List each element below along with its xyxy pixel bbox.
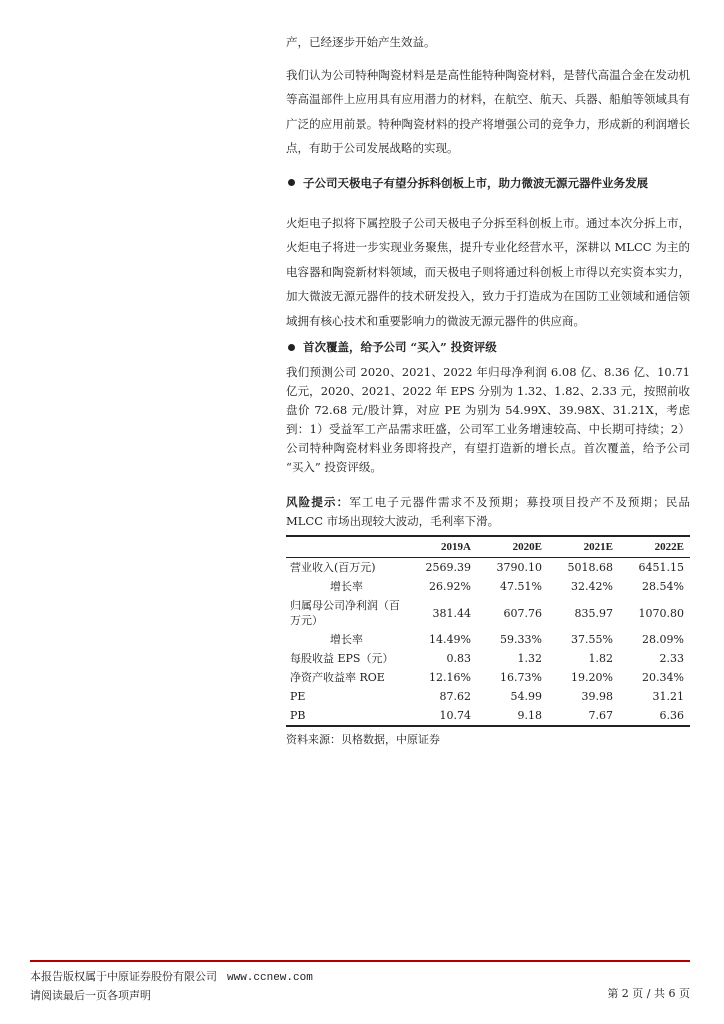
table-header-cell: 2019A: [406, 536, 477, 558]
table-cell: 28.54%: [642, 580, 684, 593]
table-cell: 6451.15: [638, 561, 684, 574]
table-row: [286, 558, 690, 578]
table-cell: 47.51%: [500, 580, 542, 593]
table-row: [286, 630, 690, 649]
row-label: PE: [290, 690, 306, 703]
table-cell: 6.36: [619, 706, 690, 726]
report-body: [286, 30, 690, 747]
table-cell: 1070.80: [638, 606, 684, 620]
table-cell: 28.09%: [642, 633, 684, 646]
paragraph-forecast: 我们预测公司 2020、2021、2022 年归母净利润 6.08 亿、8.36 亿、10.71 亿元，2020、2021、2022 年 EPS 分别为 1.32、1.82、2.33 元，按照前收盘价 72.68 元/股计算，对应 PE 为别为 54.99X、39.98X、31.21X，考虑到：1）受益军工产品需求旺盛，公司军工业务增速较高、中长期可持续；2）公司特种陶瓷材料业务即将投产，有望打造新的增长点。首次覆盖，给予公司 “买入” 投资评级。: [286, 365, 690, 474]
risk-label: 风险提示：: [286, 495, 350, 509]
paragraph-ceramics: 我们认为公司特种陶瓷材料是是高性能特种陶瓷材料，是替代高温合金在发动机等高温部件上应用具有应用潜力的材料，在航空、航天、兵器、船舶等领域具有广泛的应用前景。特种陶瓷材料的投产将增强公司的竞争力，形成新的利润增长点，有助于公司发展战略的实现。: [286, 67, 690, 155]
table-cell: 5018.68: [567, 561, 613, 574]
table-cell: 10.74: [406, 706, 477, 726]
row-label: 每股收益 EPS（元）: [290, 652, 394, 665]
table-cell: 381.44: [432, 606, 471, 620]
table-cell: 20.34%: [642, 671, 684, 684]
footer-url-link[interactable]: www.ccnew.com: [227, 972, 313, 984]
row-label: 增长率: [330, 633, 363, 646]
table-cell: 0.83: [446, 652, 471, 665]
table-cell: 59.33%: [500, 633, 542, 646]
row-label: 增长率: [330, 580, 363, 593]
table-cell: 26.92%: [429, 580, 471, 593]
table-cell: 835.97: [574, 606, 613, 620]
table-header-row: [286, 536, 690, 558]
risk-text: 军工电子元器件需求不及预期；募投项目投产不及预期；民品 MLCC 市场出现较大波动，毛利率下滑。: [286, 495, 691, 528]
table-row: [286, 577, 690, 596]
page-number: 第 2 页 / 共 6 页: [607, 987, 690, 1000]
table-cell: 14.49%: [429, 633, 471, 646]
section-heading-rating: [286, 339, 690, 355]
table-cell: 1.32: [517, 652, 542, 665]
table-cell: 1.82: [588, 652, 613, 665]
footer-rule: [30, 960, 690, 962]
table-cell: 7.67: [548, 706, 619, 726]
paragraph-spinoff: 火炬电子拟将下属控股子公司天极电子分拆至科创板上市。通过本次分拆上市，火炬电子将进一步实现业务聚焦，提升专业化经营水平，深耕以 MLCC 为主的电容器和陶瓷新材料领域，而天极电子则将通过科创板上市得以充实资本实力，加大微波无源元器件的技术研发投入，致力于打造成为在国防工业领域和通信领域拥有核心技术和重要影响力的微波无源元器件的供应商。: [286, 215, 690, 328]
table-cell: 31.21: [652, 690, 684, 703]
table-header-cell: 2021E: [548, 536, 619, 558]
table-cell: 16.73%: [500, 671, 542, 684]
risk-warning: [286, 493, 690, 531]
table-header-cell: 2022E: [619, 536, 690, 558]
footer-copyright: 本报告版权属于中原证券股份有限公司: [30, 970, 217, 983]
paragraph-intro-tail: 产，已经逐步开始产生效益。: [286, 35, 436, 49]
table-header-blank: [286, 536, 406, 558]
table-cell: 607.76: [503, 606, 542, 620]
bullet-icon: [288, 344, 295, 351]
table-cell: 12.16%: [429, 671, 471, 684]
row-label: PB: [286, 706, 406, 726]
table-cell: 2569.39: [425, 561, 471, 574]
section-heading-text: 子公司天极电子有望分拆科创板上市，助力微波无源元器件业务发展: [303, 175, 648, 190]
table-cell: 2.33: [659, 652, 684, 665]
row-label: 净资产收益率 ROE: [290, 671, 385, 684]
footer-left: [30, 968, 313, 1004]
row-label: 营业收入(百万元): [290, 561, 376, 574]
table-cell: 3790.10: [496, 561, 542, 574]
section-heading-text: 首次覆盖，给予公司 “买入” 投资评级: [303, 340, 497, 354]
table-cell: 32.42%: [571, 580, 613, 593]
footer-disclaimer: 请阅读最后一页各项声明: [30, 989, 151, 1002]
table-row: [286, 649, 690, 668]
table-cell: 37.55%: [571, 633, 613, 646]
table-cell: 39.98: [581, 690, 613, 703]
table-cell: 54.99: [510, 690, 542, 703]
row-label: 归属母公司净利润（百万元）: [290, 599, 400, 627]
section-heading-spinoff: [286, 175, 690, 191]
table-cell: 19.20%: [571, 671, 613, 684]
table-source-note: 资料来源：贝格数据，中原证券: [286, 733, 440, 746]
table-row: [286, 668, 690, 687]
table-row: [286, 596, 690, 630]
financial-forecast-table: [286, 535, 690, 727]
bullet-icon: [288, 179, 295, 186]
table-cell: 9.18: [477, 706, 548, 726]
footer-copyright-line: [30, 968, 313, 987]
table-row: [286, 687, 690, 706]
table-row: [286, 706, 690, 726]
table-cell: 87.62: [439, 690, 471, 703]
table-header-cell: 2020E: [477, 536, 548, 558]
